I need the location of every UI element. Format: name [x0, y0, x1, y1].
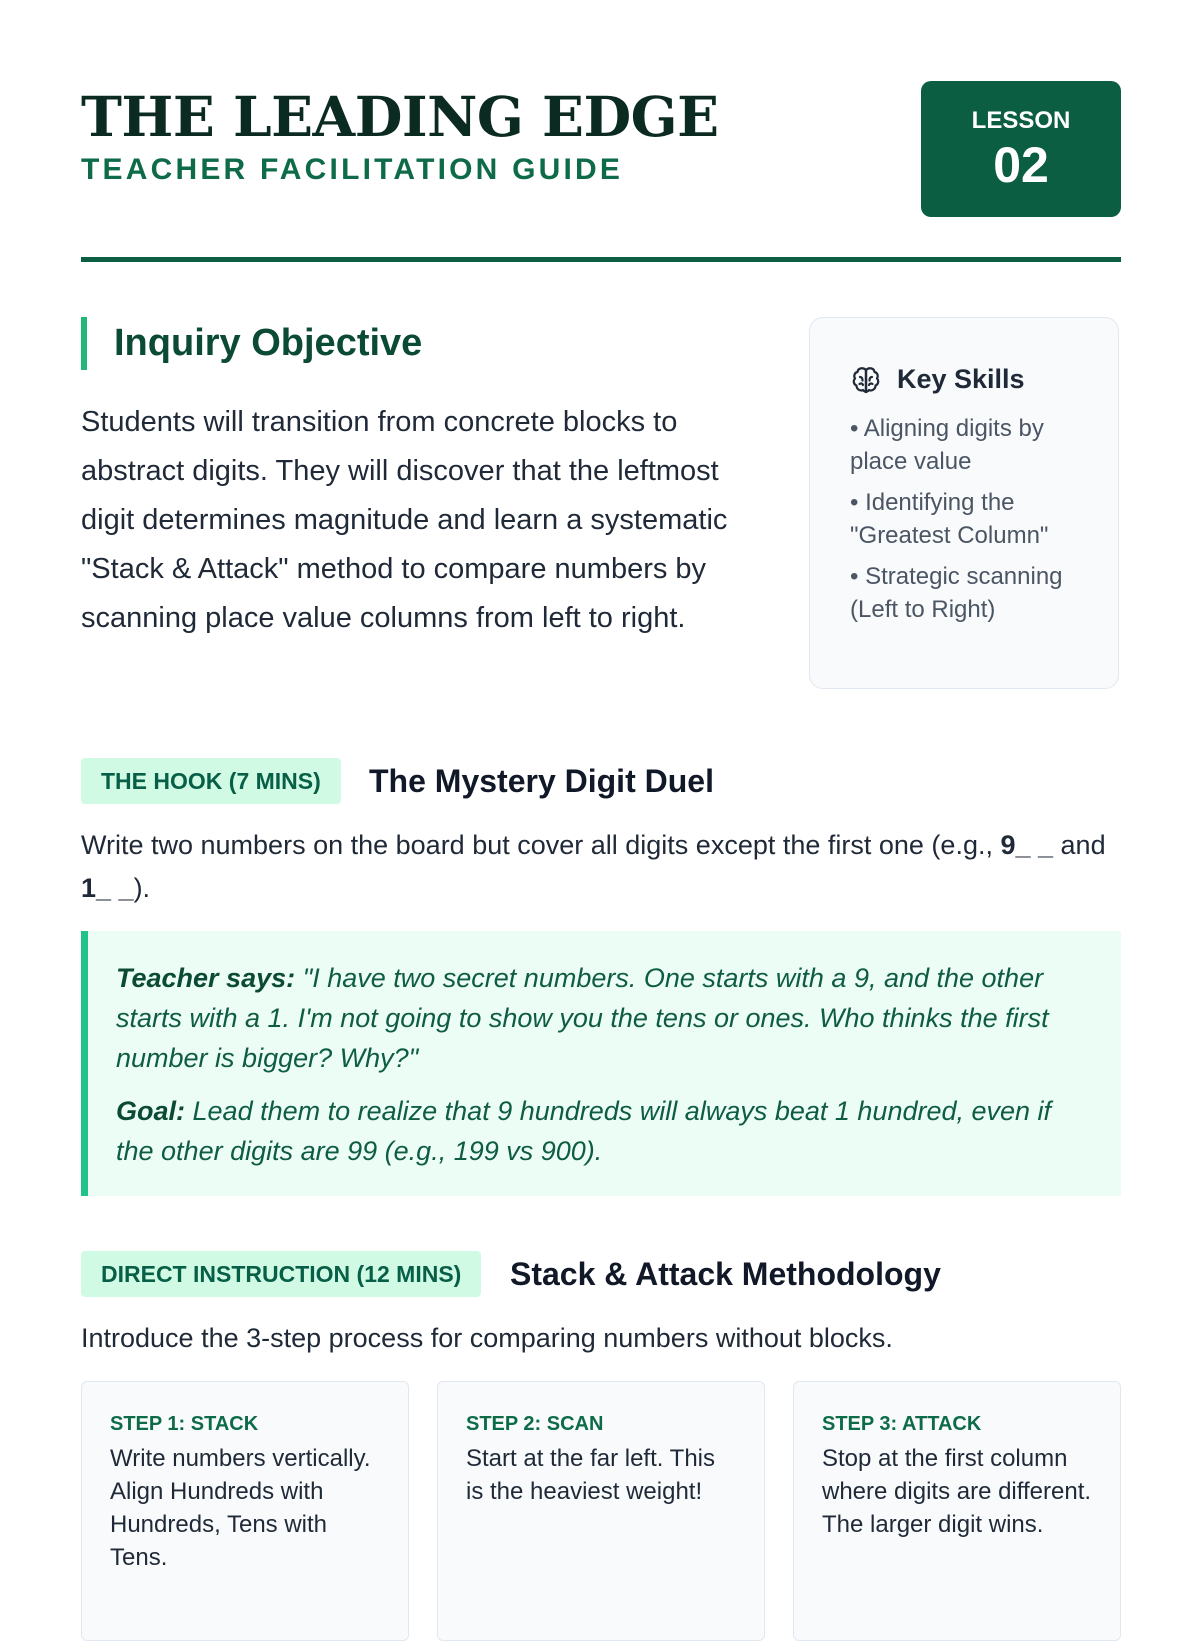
hook-text-part: ). [133, 873, 151, 903]
header-divider [81, 257, 1121, 262]
brain-icon [850, 364, 882, 396]
teacher-script-callout [81, 931, 1121, 1196]
goal-line [116, 1091, 1091, 1171]
goal-text: Lead them to realize that 9 hundreds will always beat 1 hundred, even if the other digits are 99 (e.g., 199 vs 900). [116, 1096, 1052, 1166]
hook-text-part: Write two numbers on the board but cover all digits except the first one (e.g., [81, 830, 1001, 860]
lesson-number: 02 [993, 137, 1049, 193]
list-item: • Aligning digits by place value [850, 415, 1044, 475]
hook-section-title: The Mystery Digit Duel [369, 763, 714, 799]
teacher-says-text: "I have two secret numbers. One starts with a 9, and the other starts with a 1. I'm not going to show you the tens or ones. Who thinks the first number is bigger? Why?" [116, 963, 1049, 1073]
list-item: • Strategic scanning (Left to Right) [850, 563, 1063, 623]
teacher-says-label: Teacher says: [116, 963, 296, 993]
page-header [81, 86, 1121, 218]
hook-instructions [81, 824, 1121, 910]
objective-text: Students will transition from concrete blocks to abstract digits. They will discover that the leftmost digit determines magnitude and learn a systematic "Stack & Attack" method to compare numbers by scanning place value columns from left to right. [81, 406, 728, 634]
page-subtitle: TEACHER FACILITATION GUIDE [81, 153, 624, 186]
instruction-section-title: Stack & Attack Methodology [510, 1256, 941, 1292]
teacher-says-line [116, 958, 1091, 1078]
lesson-label: LESSON [971, 107, 1071, 134]
instruction-intro: Introduce the 3-step process for comparing numbers without blocks. [81, 1323, 893, 1353]
step-title: STEP 2: SCAN [466, 1413, 604, 1435]
page-title: THE LEADING EDGE [81, 84, 719, 149]
step-card [793, 1381, 1121, 1641]
step-title: STEP 1: STACK [110, 1413, 259, 1435]
key-skills-list [850, 412, 1100, 634]
goal-label: Goal: [116, 1096, 186, 1126]
steps-grid [81, 1381, 1121, 1621]
step-title: STEP 3: ATTACK [822, 1413, 982, 1435]
list-item: • Identifying the "Greatest Column" [850, 489, 1049, 549]
key-skills-title: Key Skills [897, 364, 1025, 394]
step-description: Start at the far left. This is the heaviest weight! [466, 1445, 715, 1505]
lesson-badge [921, 81, 1121, 217]
key-skills-card [809, 317, 1119, 689]
objective-heading: Inquiry Objective [114, 322, 423, 364]
hook-section-tag: THE HOOK (7 MINS) [81, 758, 341, 804]
step-card [81, 1381, 409, 1641]
example-number-2: 1_ _ [81, 873, 134, 903]
hook-text-part: and [1053, 830, 1106, 860]
step-description: Stop at the first column where digits are different. The larger digit wins. [822, 1445, 1092, 1538]
step-card [437, 1381, 765, 1641]
instruction-section-tag: DIRECT INSTRUCTION (12 MINS) [81, 1251, 481, 1297]
step-description: Write numbers vertically. Align Hundreds with Hundreds, Tens with Tens. [110, 1445, 371, 1571]
example-number-1: 9_ _ [1000, 830, 1054, 860]
objective-accent-bar [81, 317, 87, 370]
